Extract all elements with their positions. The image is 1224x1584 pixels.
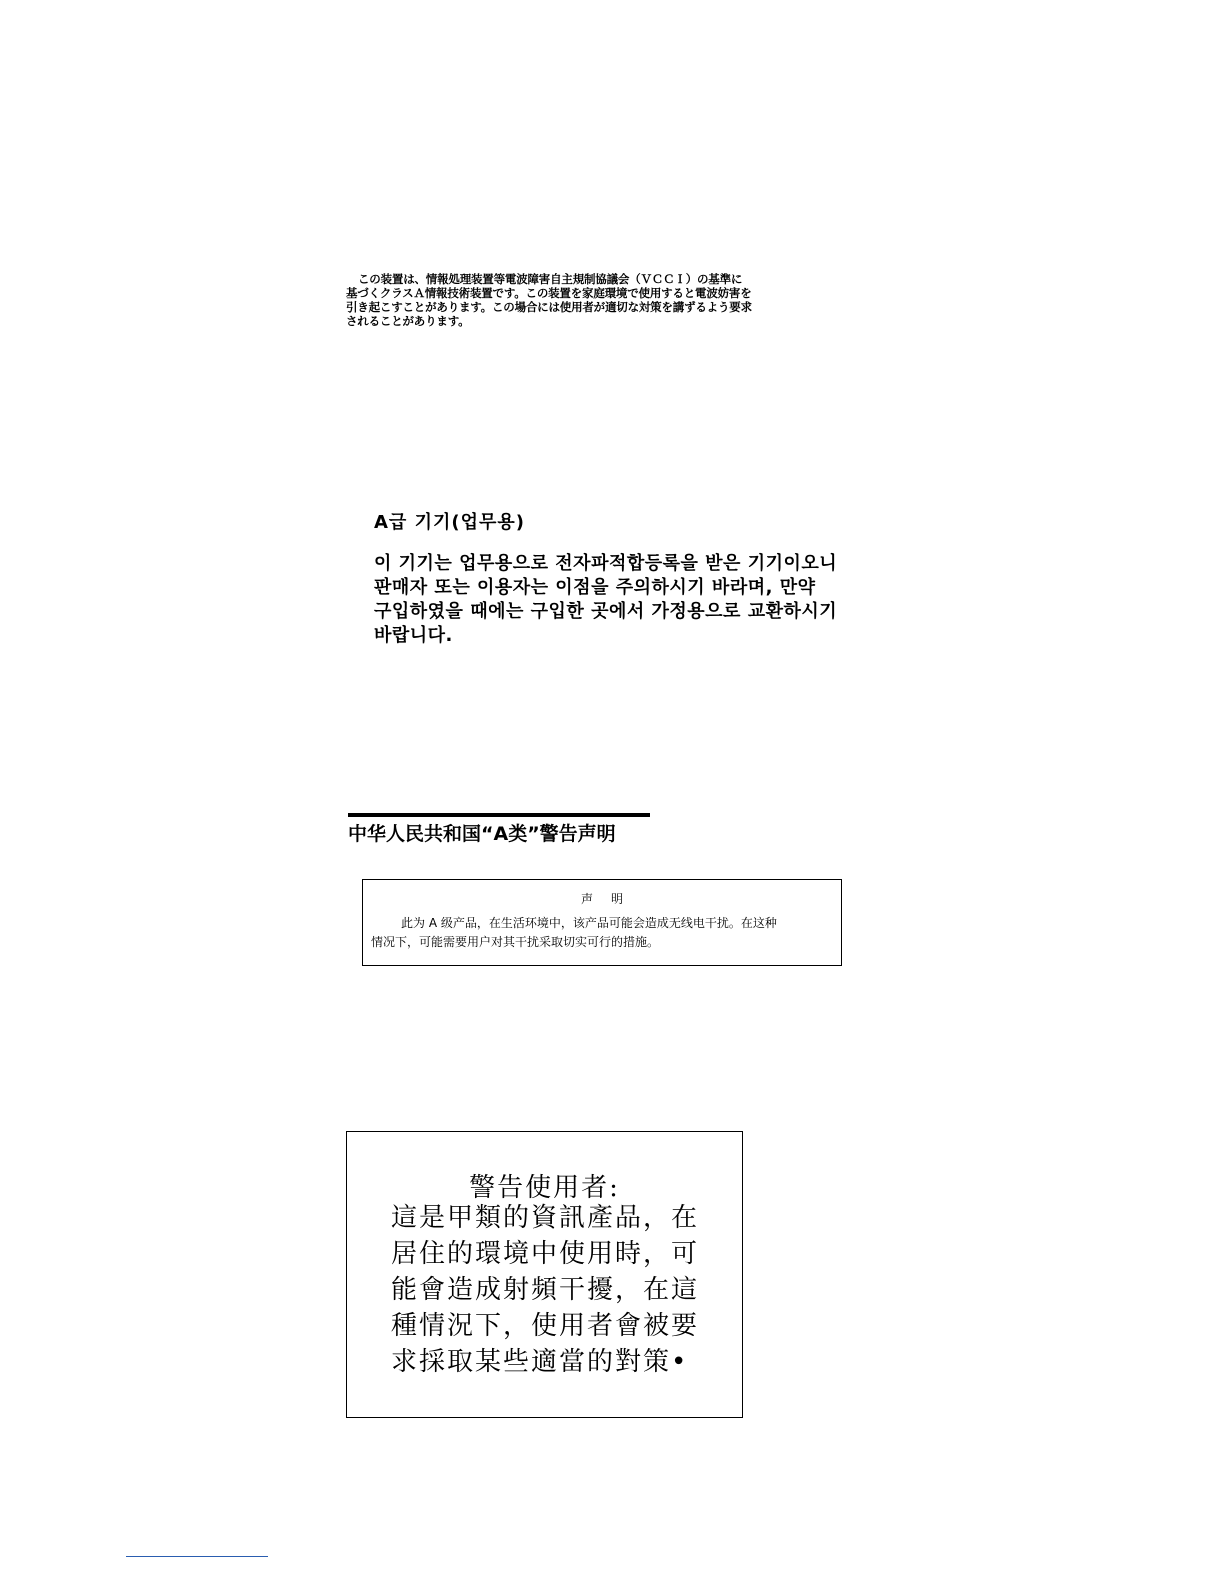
korea-title: A급 기기(업무용) [374, 512, 525, 533]
taiwan-line: 能會造成射頻干擾，在這 [391, 1275, 700, 1305]
vcci-line: 引き起こすことがあります。この場合には使用者が適切な対策を講ずるよう要求 [346, 300, 752, 314]
prc-box-title: 声明 [580, 892, 641, 906]
vcci-statement [346, 272, 846, 328]
korea-class-a-statement [374, 512, 974, 648]
vcci-line: されることがあります。 [346, 314, 470, 328]
section-rule [348, 813, 650, 817]
taiwan-title: 警告使用者: [469, 1173, 620, 1203]
prc-box-line: 此为 A 级产品，在生活环境中，该产品可能会造成无线电干扰。在这种 [401, 916, 777, 930]
taiwan-line: 求採取某些適當的對策• [391, 1347, 689, 1377]
taiwan-line: 種情況下，使用者會被要 [391, 1311, 700, 1341]
korea-body [374, 552, 974, 648]
vcci-line: この装置は、情報処理装置等電波障害自主規制協議会（ＶＣＣＩ）の基準に [358, 272, 743, 286]
vcci-line: 基づくクラスＡ情報技術装置です。この装置を家庭環境で使用すると電波妨害を [346, 286, 752, 300]
footnote-rule [126, 1556, 268, 1557]
korea-line: 판매자 또는 이용자는 이점을 주의하시기 바라며, 만약 [374, 577, 816, 598]
korea-line: 바랍니다. [374, 625, 453, 646]
prc-statement-box [362, 879, 842, 966]
prc-heading: 中华人民共和国“A类”警告声明 [348, 823, 616, 845]
taiwan-line: 居住的環境中使用時，可 [391, 1239, 700, 1269]
taiwan-text [391, 1200, 731, 1380]
taiwan-line: 這是甲類的資訊產品，在 [391, 1203, 700, 1233]
taiwan-warning-box [346, 1131, 743, 1418]
prc-box-text [371, 914, 835, 952]
korea-line: 이 기기는 업무용으로 전자파적합등록을 받은 기기이오니 [374, 553, 838, 574]
prc-box-line: 情况下，可能需要用户对其干扰采取切实可行的措施。 [371, 935, 660, 949]
korea-line: 구입하였을 때에는 구입한 곳에서 가정용으로 교환하시기 [374, 601, 838, 622]
